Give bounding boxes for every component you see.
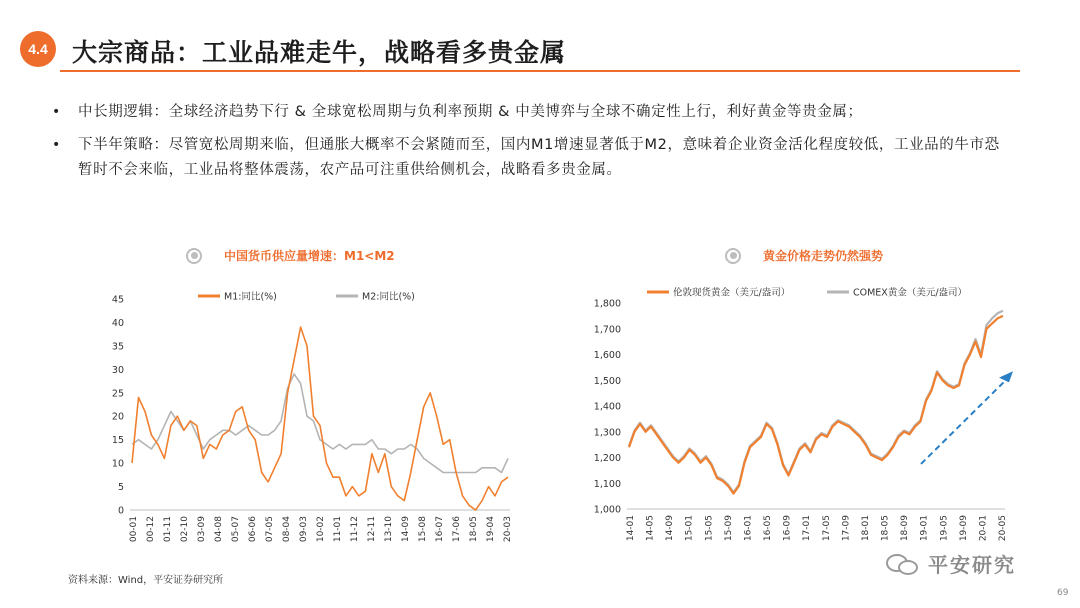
bullet-item: [52, 100, 1012, 125]
money-supply-chart: [90, 280, 530, 560]
x-tick-label: 16-01: [743, 515, 754, 542]
x-tick-label: 14-09: [401, 516, 411, 543]
y-tick-label: 20: [111, 411, 124, 423]
y-tick-label: 0: [117, 505, 124, 517]
x-tick-label: 13-10: [384, 516, 394, 543]
x-tick-label: 00-01: [129, 516, 139, 543]
x-tick-label: 14-01: [626, 515, 636, 542]
x-tick-label: 20-01: [978, 515, 989, 542]
wechat-icon: [886, 552, 920, 576]
y-tick-label: 5: [117, 482, 124, 494]
source-note: 资料来源：Wind，平安证券研究所: [68, 575, 224, 586]
x-tick-label: 15-05: [704, 515, 715, 542]
x-tick-label: 17-06: [452, 516, 462, 543]
legend-label: M1:同比(%): [224, 291, 277, 303]
x-tick-label: 18-01: [860, 515, 871, 542]
y-tick-label: 25: [111, 388, 124, 400]
x-tick-label: 14-09: [665, 515, 676, 542]
x-tick-label: 19-09: [958, 515, 969, 542]
gold-price-chart: [585, 280, 1025, 560]
x-tick-label: 20-05: [998, 515, 1008, 542]
x-tick-label: 05-07: [231, 516, 241, 543]
page-number: 69: [1057, 588, 1069, 598]
chart1-title-row: [186, 247, 395, 264]
bullet-text: 中长期逻辑：全球经济趋势下行 & 全球宽松周期与负利率预期 & 中美博弈与全球不确定性上行，利好黄金等贵金属；: [78, 104, 863, 120]
x-tick-label: 03-09: [197, 516, 207, 543]
x-tick-label: 06-06: [248, 516, 258, 543]
series-line: [132, 327, 508, 510]
x-tick-label: 18-09: [900, 515, 911, 542]
x-tick-label: 00-12: [146, 516, 156, 543]
y-tick-label: 1,800: [593, 298, 621, 310]
page-title: 大宗商品：工业品难走牛，战略看多贵金属: [72, 38, 567, 67]
x-tick-label: 19-05: [939, 515, 950, 542]
chart2-title: 黄金价格走势仍然强势: [763, 249, 884, 263]
chart2-title-row: [725, 247, 883, 264]
x-tick-label: 09-03: [299, 516, 309, 543]
x-tick-label: 19-01: [919, 515, 930, 542]
x-tick-label: 16-09: [782, 515, 793, 542]
bullet-dot: •: [52, 104, 61, 120]
title-divider: [60, 70, 1020, 72]
y-tick-label: 10: [111, 458, 124, 470]
section-badge: 4.4: [20, 31, 56, 67]
legend-label: COMEX黄金（美元/盎司）: [853, 287, 968, 299]
y-tick-label: 35: [111, 341, 124, 353]
x-tick-label: 11-01: [333, 516, 343, 543]
x-tick-label: 20-03: [503, 516, 513, 543]
y-tick-label: 1,100: [593, 478, 621, 490]
x-tick-label: 17-01: [802, 515, 813, 542]
x-tick-label: 15-01: [684, 515, 695, 542]
radio-bullet-icon: [186, 248, 202, 264]
x-tick-label: 16-07: [435, 516, 445, 543]
series-line: [629, 311, 1003, 493]
chart1-title: 中国货币供应量增速：M1<M2: [224, 249, 395, 263]
y-tick-label: 1,500: [593, 375, 621, 387]
x-tick-label: 18-05: [880, 515, 891, 542]
trend-arrow-line: [921, 379, 1007, 464]
x-tick-label: 11-12: [350, 516, 360, 543]
x-tick-label: 16-05: [763, 515, 774, 542]
header: [0, 0, 1080, 80]
bullet-dot: •: [52, 137, 61, 153]
x-tick-label: 15-08: [418, 516, 428, 543]
radio-bullet-icon: [725, 248, 741, 264]
watermark: [886, 549, 1016, 578]
bullet-text: 下半年策略：尽管宽松周期来临，但通胀大概率不会紧随而至，国内M1增速显著低于M2，意味着企业资金活化程度较低，工业品的牛市恐暂时不会来临，工业品将整体震荡，农产品可注重供给侧机会，战略看多贵金属。: [78, 137, 1000, 178]
y-tick-label: 40: [111, 317, 124, 329]
y-tick-label: 1,600: [593, 350, 621, 361]
y-tick-label: 1,300: [593, 427, 621, 439]
x-tick-label: 04-08: [214, 516, 224, 543]
y-tick-label: 1,400: [593, 401, 621, 413]
legend-label: 伦敦现货黄金（美元/盎司）: [673, 287, 791, 299]
bullet-item: [52, 133, 1012, 183]
x-tick-label: 08-04: [282, 516, 292, 543]
x-tick-label: 15-09: [723, 515, 734, 542]
y-tick-label: 45: [111, 294, 124, 306]
x-tick-label: 10-02: [316, 516, 326, 543]
x-tick-label: 17-05: [821, 515, 832, 542]
series-line: [629, 316, 1003, 494]
x-tick-label: 19-04: [486, 516, 496, 543]
x-tick-label: 18-05: [469, 516, 479, 543]
y-tick-label: 15: [111, 435, 124, 447]
y-tick-label: 1,700: [593, 324, 621, 336]
x-tick-label: 17-09: [841, 515, 852, 542]
x-tick-label: 01-11: [163, 516, 173, 543]
x-tick-label: 14-05: [645, 515, 656, 542]
y-tick-label: 1,200: [593, 453, 621, 464]
watermark-text: 平安研究: [928, 553, 1016, 577]
x-tick-label: 02-10: [180, 516, 190, 543]
bullet-list: [52, 100, 1012, 191]
y-tick-label: 1,000: [593, 504, 621, 516]
trend-arrow-head: [999, 371, 1013, 382]
x-tick-label: 12-11: [367, 516, 377, 543]
x-tick-label: 07-05: [265, 516, 275, 543]
legend-label: M2:同比(%): [362, 291, 415, 303]
y-tick-label: 30: [111, 364, 124, 376]
